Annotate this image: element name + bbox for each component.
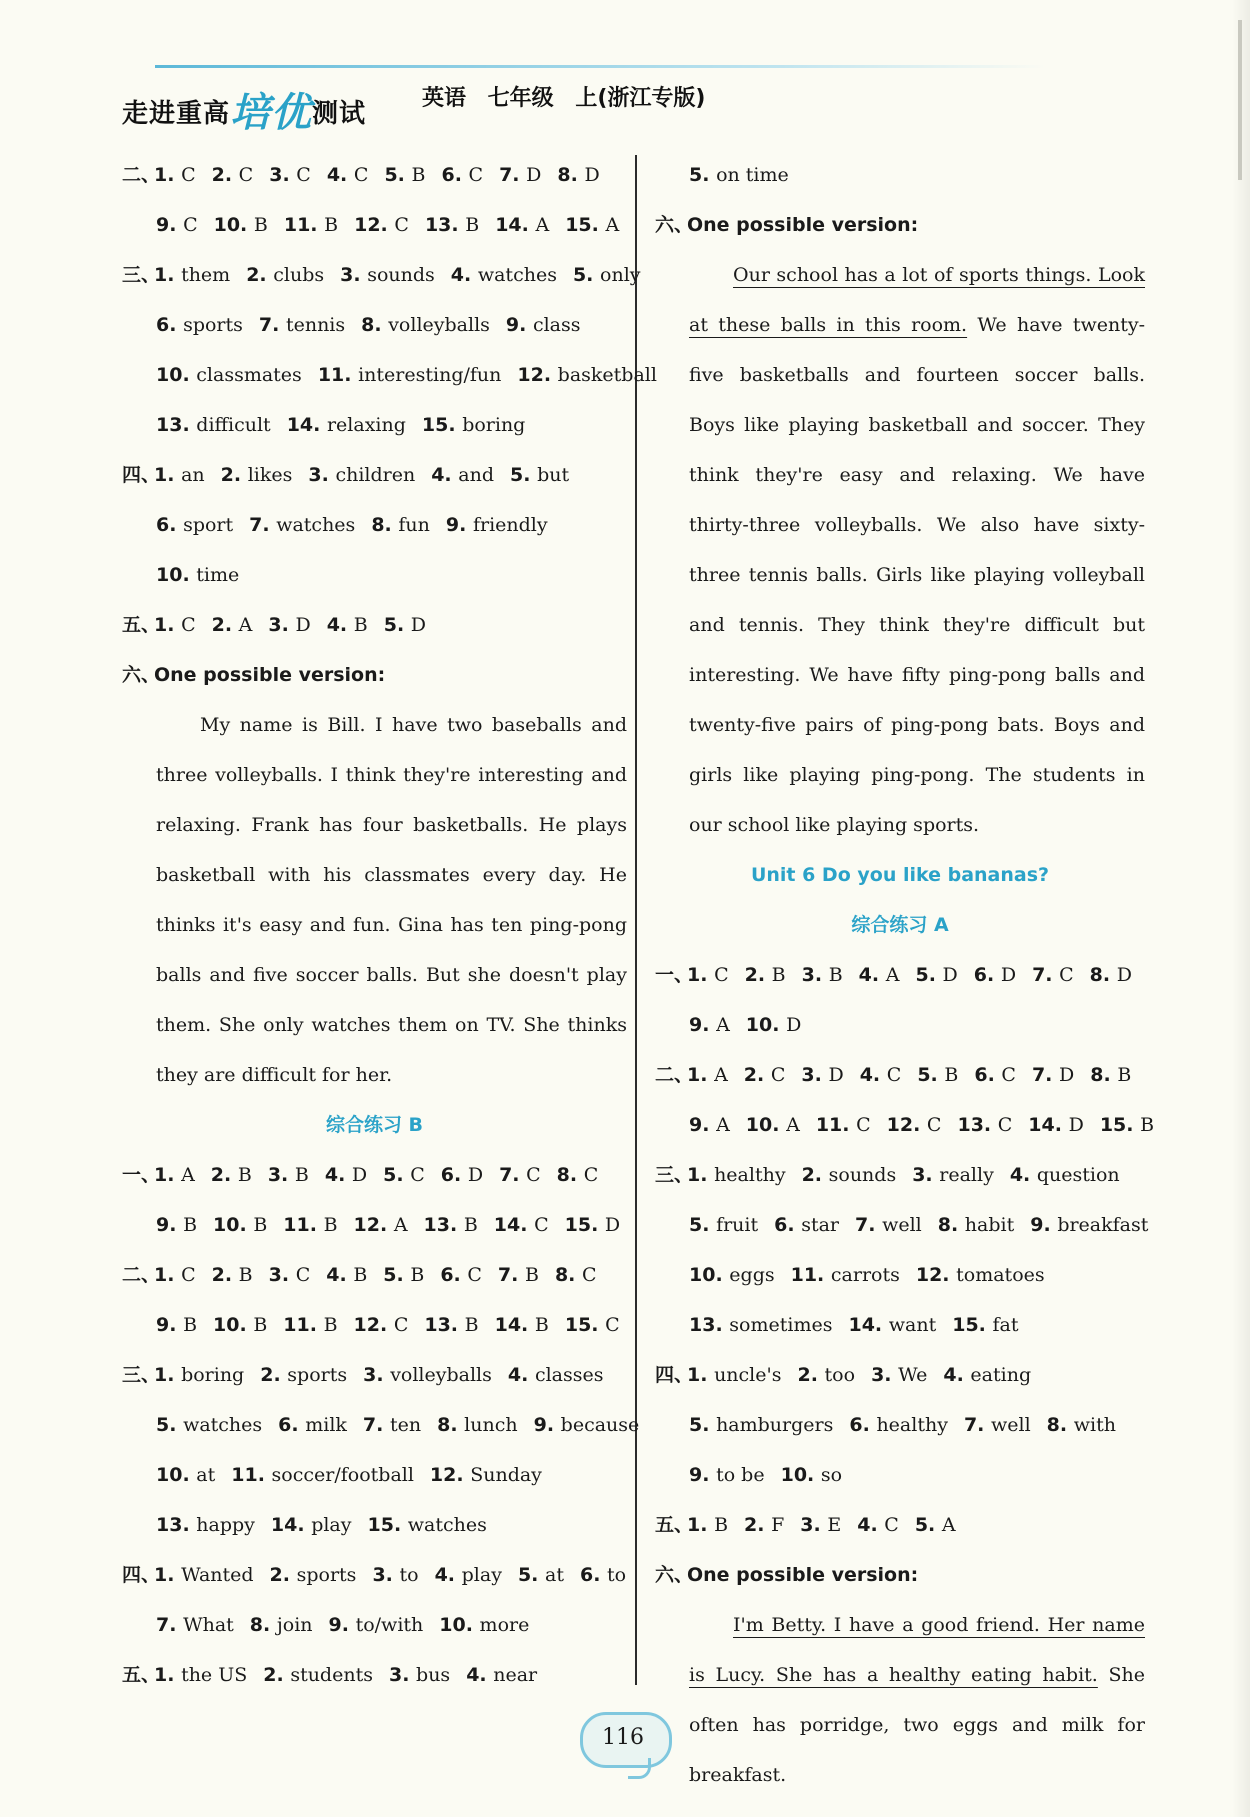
answer-item: 7. B — [497, 1264, 539, 1286]
answer-item: 14. C — [493, 1214, 549, 1236]
answer-row: 五、1. B 2. F 3. E 4. C 5. A — [655, 1514, 956, 1536]
answer-item: 3. children — [308, 464, 416, 486]
essay-heading: 六、One possible version: — [122, 664, 386, 686]
answer-item: 7. What — [156, 1614, 234, 1636]
answer-item: 9. A — [689, 1014, 730, 1036]
answer-item: 7. C — [499, 1164, 541, 1186]
answer-item: 5. fruit — [689, 1214, 759, 1236]
answer-item: 12. A — [353, 1214, 408, 1236]
answer-item: 1. uncle's — [687, 1364, 782, 1386]
answer-item: 1. an — [154, 464, 205, 486]
answer-item: 4. near — [466, 1664, 538, 1686]
answer-item: 8. D — [557, 164, 600, 186]
page-edge-shadow — [1232, 0, 1250, 1817]
book-title-pre: 走进重高 — [122, 99, 231, 129]
answer-item: 3. D — [801, 1064, 844, 1086]
answer-row — [122, 350, 657, 400]
answer-item: 9. to be — [689, 1464, 765, 1486]
answer-item: 11. interesting/fun — [317, 364, 502, 386]
answer-row — [655, 1000, 1145, 1050]
answer-item: 5. B — [383, 1264, 425, 1286]
answer-item: 1. B — [687, 1514, 729, 1536]
answer-item: 13. difficult — [156, 414, 271, 436]
unit-title: Unit 6 Do you like bananas? — [750, 864, 1050, 886]
answer-item: 5. on time — [689, 164, 789, 186]
answer-item: 3. B — [267, 1164, 309, 1186]
answer-item: 2. B — [211, 1264, 253, 1286]
answer-item: 2. too — [797, 1364, 856, 1386]
answer-item: 3. bus — [388, 1664, 451, 1686]
answer-item: 7. C — [1032, 964, 1074, 986]
answer-item: 2. sports — [269, 1564, 357, 1586]
answer-item: 5. but — [510, 464, 570, 486]
page-number: 116 — [602, 1725, 644, 1750]
section-title-a: 综合练习 A — [851, 914, 949, 936]
answer-row — [122, 200, 627, 250]
answer-item: 14. D — [1028, 1114, 1084, 1136]
answer-item: 11. B — [283, 214, 339, 236]
answer-item: 13. B — [424, 1314, 479, 1336]
answer-item: 4. B — [326, 614, 368, 636]
answer-item: 2. B — [744, 964, 786, 986]
answer-row: 三、1. healthy 2. sounds 3. really 4. question — [655, 1164, 1120, 1186]
answer-item: 5. C — [383, 1164, 425, 1186]
answer-row: 四、1. Wanted 2. sports 3. to 4. play 5. at 6. to — [122, 1564, 627, 1586]
answer-item: 6. C — [974, 1064, 1016, 1086]
answer-row — [122, 1600, 627, 1650]
answer-item: 2. C — [743, 1064, 786, 1086]
answer-item: 7. D — [1031, 1064, 1075, 1086]
answer-item: 9. because — [533, 1414, 640, 1436]
answer-item: 9. A — [689, 1114, 730, 1136]
section-title-b: 综合练习 B — [325, 1114, 424, 1136]
answer-item: 15. C — [564, 1314, 620, 1336]
answer-row — [122, 1450, 627, 1500]
answer-item: 9. B — [156, 1314, 198, 1336]
answer-item: 15. B — [1099, 1114, 1155, 1136]
answer-row — [655, 1300, 1145, 1350]
answer-item: 12. C — [886, 1114, 942, 1136]
underlined-sentence: Our school has a lot of sports things. Look at these balls in this room. — [689, 264, 1145, 336]
answer-item: 15. D — [564, 1214, 621, 1236]
answer-item: 7. well — [855, 1214, 922, 1236]
answer-item: 9. to/with — [328, 1614, 424, 1636]
answer-item: 12. tomatoes — [915, 1264, 1045, 1286]
answer-item: 3. volleyballs — [363, 1364, 492, 1386]
answer-row — [122, 400, 627, 450]
answer-item: 3. really — [912, 1164, 994, 1186]
answer-item: 14. A — [495, 214, 550, 236]
answer-item: 14. want — [848, 1314, 937, 1336]
answer-item: 10. B — [213, 214, 268, 236]
book-title-post: 测试 — [312, 99, 367, 129]
answer-row: 四、1. uncle's 2. too 3. We 4. eating — [655, 1364, 1032, 1386]
answer-item: 6. sport — [156, 514, 234, 536]
header-rule — [155, 65, 1045, 68]
answer-item: 6. milk — [278, 1414, 347, 1436]
left-column — [122, 150, 657, 1700]
answer-item: 4. play — [434, 1564, 502, 1586]
answer-item: 1. them — [154, 264, 231, 286]
answer-item: 8. B — [1090, 1064, 1132, 1086]
answer-row — [122, 1200, 627, 1250]
answer-item: 5. D — [383, 614, 427, 636]
answer-item: 1. A — [687, 1064, 728, 1086]
answer-item: 13. C — [957, 1114, 1013, 1136]
answer-item: 7. watches — [249, 514, 356, 536]
answer-item: 4. watches — [450, 264, 557, 286]
answer-item: 1. C — [687, 964, 729, 986]
answer-item: 8. habit — [937, 1214, 1015, 1236]
answer-row — [655, 150, 1145, 200]
answer-item: 10. eggs — [689, 1264, 775, 1286]
book-title — [122, 77, 366, 134]
answer-item: 1. C — [154, 614, 196, 636]
answer-item: 6. D — [440, 1164, 484, 1186]
answer-row: 二、1. C 2. B 3. C 4. B 5. B 6. C 7. B 8. C — [122, 1264, 597, 1286]
answer-item: 8. with — [1046, 1414, 1116, 1436]
answer-item: 5. watches — [156, 1414, 263, 1436]
answer-item: 1. boring — [154, 1364, 245, 1386]
answer-item: 2. C — [211, 164, 254, 186]
answer-item: 11. C — [815, 1114, 871, 1136]
answer-item: 5. D — [915, 964, 958, 986]
answer-item: 8. join — [249, 1614, 313, 1636]
answer-item: 4. C — [857, 1514, 899, 1536]
answer-item: 6. sports — [156, 314, 243, 336]
answer-item: 13. sometimes — [689, 1314, 833, 1336]
answer-item: 12. C — [353, 1314, 409, 1336]
answer-item: 3. C — [269, 164, 311, 186]
answer-item: 2. likes — [220, 464, 293, 486]
page-edge-mark — [1238, 20, 1242, 180]
answer-item: 1. Wanted — [154, 1564, 254, 1586]
answer-item: 13. happy — [156, 1514, 255, 1536]
answer-item: 10. A — [745, 1114, 800, 1136]
answer-item: 10. D — [745, 1014, 802, 1036]
answer-item: 4. C — [859, 1064, 902, 1086]
answer-row — [655, 1100, 1155, 1150]
answer-row — [122, 500, 627, 550]
answer-item: 10. at — [156, 1464, 216, 1486]
essay-heading: 六、One possible version: — [655, 1564, 919, 1586]
answer-item: 6. healthy — [849, 1414, 948, 1436]
answer-item: 8. fun — [371, 514, 430, 536]
essay-paragraph: Our school has a lot of sports things. Look at these balls in this room. We have twenty-five basketballs and fourteen soccer balls. Boys like playing basketball and soccer. They think they're easy and relaxing. We have thirty-three volleyballs. We also have sixty-three tennis balls. Girls like playing volleyball and tennis. They think they're difficult but interesting. We have fifty ping-pong balls and twenty-five pairs of ping-pong bats. Boys and girls like playing ping-pong. The students in our school like playing sports. — [689, 264, 1145, 836]
subject-grade: 英语 七年级 上(浙江专版) — [422, 86, 706, 111]
answer-item: 3. D — [268, 614, 311, 636]
answer-item: 3. We — [871, 1364, 928, 1386]
answer-item: 4. C — [326, 164, 369, 186]
answer-item: 6. C — [440, 1264, 482, 1286]
answer-item: 4. D — [324, 1164, 368, 1186]
answer-item: 14. relaxing — [286, 414, 406, 436]
answer-item: 1. C — [154, 164, 196, 186]
answer-item: 5. at — [517, 1564, 564, 1586]
answer-item: 10. B — [213, 1314, 268, 1336]
answer-item: 10. classmates — [156, 364, 302, 386]
answer-item: 14. play — [270, 1514, 352, 1536]
answer-item: 7. well — [963, 1414, 1031, 1436]
answer-item: 15. watches — [367, 1514, 487, 1536]
answer-item: 5. A — [914, 1514, 956, 1536]
answer-row: 一、1. C 2. B 3. B 4. A 5. D 6. D 7. C 8. D — [655, 964, 1132, 986]
answer-item: 10. B — [213, 1214, 268, 1236]
answer-item: 2. B — [210, 1164, 252, 1186]
essay-paragraph: I'm Betty. I have a good friend. Her name is Lucy. She has a healthy eating habit. She often has porridge, two eggs and milk for breakfast. — [689, 1614, 1145, 1786]
answer-row: 五、1. the US 2. students 3. bus 4. near — [122, 1664, 538, 1686]
underlined-sentence: I'm Betty. I have a good friend. Her name is Lucy. She has a healthy eating habit. — [689, 1614, 1145, 1686]
answer-row — [122, 1400, 640, 1450]
answer-item: 7. ten — [362, 1414, 422, 1436]
answer-row — [122, 300, 627, 350]
answer-item: 9. class — [505, 314, 581, 336]
answer-item: 1. the US — [154, 1664, 248, 1686]
answer-item: 12. C — [354, 214, 409, 236]
answer-item: 2. students — [263, 1664, 373, 1686]
answer-item: 4. classes — [507, 1364, 604, 1386]
answer-item: 4. and — [431, 464, 494, 486]
answer-item: 12. Sunday — [429, 1464, 542, 1486]
answer-item: 14. B — [494, 1314, 549, 1336]
answer-item: 4. B — [326, 1264, 368, 1286]
answer-item: 13. B — [423, 1214, 478, 1236]
answer-item: 13. B — [424, 214, 480, 236]
answer-item: 4. A — [858, 964, 900, 986]
answer-item: 2. sounds — [801, 1164, 897, 1186]
answer-row: 四、1. an 2. likes 3. children 4. and 5. but — [122, 464, 570, 486]
essay-paragraph: My name is Bill. I have two baseballs and three volleyballs. I think they're interesting and relaxing. Frank has four basketballs. He plays basketball with his classmates every day. He thinks it's easy and fun. Gina has ten ping-pong balls and five soccer balls. But she doesn't play them. She only watches them on TV. She thinks they are difficult for her. — [156, 714, 627, 1086]
answer-item: 1. A — [154, 1164, 195, 1186]
answer-row: 三、1. boring 2. sports 3. volleyballs 4. classes — [122, 1364, 604, 1386]
answer-item: 5. only — [572, 264, 641, 286]
answer-item: 3. B — [801, 964, 843, 986]
answer-item: 2. F — [744, 1514, 785, 1536]
answer-item: 10. more — [439, 1614, 530, 1636]
answer-item: 5. B — [917, 1064, 959, 1086]
answer-item: 4. eating — [943, 1364, 1032, 1386]
answer-item: 12. basketball — [517, 364, 657, 386]
answer-item: 5. B — [384, 164, 426, 186]
answer-item: 9. B — [156, 1214, 198, 1236]
answer-item: 6. C — [441, 164, 484, 186]
answer-item: 2. clubs — [246, 264, 325, 286]
answer-row: 二、1. A 2. C 3. D 4. C 5. B 6. C 7. D 8. B — [655, 1064, 1132, 1086]
answer-row — [122, 1500, 627, 1550]
answer-item: 3. E — [800, 1514, 842, 1536]
answer-item: 9. breakfast — [1030, 1214, 1149, 1236]
answer-item: 4. question — [1009, 1164, 1120, 1186]
answer-row — [122, 1300, 627, 1350]
book-title-highlight: 培优 — [230, 90, 313, 136]
answer-item: 2. sports — [260, 1364, 348, 1386]
answer-item: 2. A — [211, 614, 253, 636]
answer-item: 11. B — [283, 1214, 338, 1236]
answer-item: 15. fat — [952, 1314, 1019, 1336]
answer-item: 11. soccer/football — [231, 1464, 414, 1486]
answer-item: 5. hamburgers — [689, 1414, 834, 1436]
answer-item: 15. boring — [421, 414, 526, 436]
answer-item: 1. healthy — [687, 1164, 786, 1186]
answer-item: 9. friendly — [445, 514, 548, 536]
answer-row — [655, 1450, 1145, 1500]
answer-item: 3. to — [372, 1564, 419, 1586]
answer-row — [122, 550, 627, 600]
answer-item: 11. B — [283, 1314, 338, 1336]
answer-item: 7. D — [499, 164, 542, 186]
answer-row — [655, 1400, 1145, 1450]
essay-heading: 六、One possible version: — [655, 214, 919, 236]
answer-item: 15. A — [565, 214, 620, 236]
page-number-tail — [628, 1758, 651, 1779]
answer-item: 8. C — [556, 1164, 599, 1186]
answer-item: 6. star — [774, 1214, 839, 1236]
answer-item: 3. C — [268, 1264, 311, 1286]
answer-row: 三、1. them 2. clubs 3. sounds 4. watches 5. only — [122, 264, 641, 286]
answer-item: 6. D — [973, 964, 1017, 986]
answer-item: 9. C — [156, 214, 198, 236]
answer-row — [655, 1200, 1149, 1250]
answer-item: 8. C — [554, 1264, 597, 1286]
right-column — [655, 150, 1155, 1800]
answer-item: 8. D — [1089, 964, 1132, 986]
answer-item: 7. tennis — [258, 314, 346, 336]
answer-row — [655, 1250, 1145, 1300]
answer-item: 6. to — [579, 1564, 627, 1586]
answer-item: 8. lunch — [437, 1414, 518, 1436]
answer-item: 8. volleyballs — [361, 314, 490, 336]
answer-row: 五、1. C 2. A 3. D 4. B 5. D — [122, 614, 427, 636]
answer-item: 10. so — [780, 1464, 843, 1486]
answer-row: 一、1. A 2. B 3. B 4. D 5. C 6. D 7. C 8. C — [122, 1164, 599, 1186]
answer-item: 11. carrots — [790, 1264, 900, 1286]
answer-row: 二、1. C 2. C 3. C 4. C 5. B 6. C 7. D 8. D — [122, 164, 600, 186]
answer-item: 10. time — [156, 564, 240, 586]
answer-item: 1. C — [154, 1264, 196, 1286]
answer-item: 3. sounds — [340, 264, 435, 286]
